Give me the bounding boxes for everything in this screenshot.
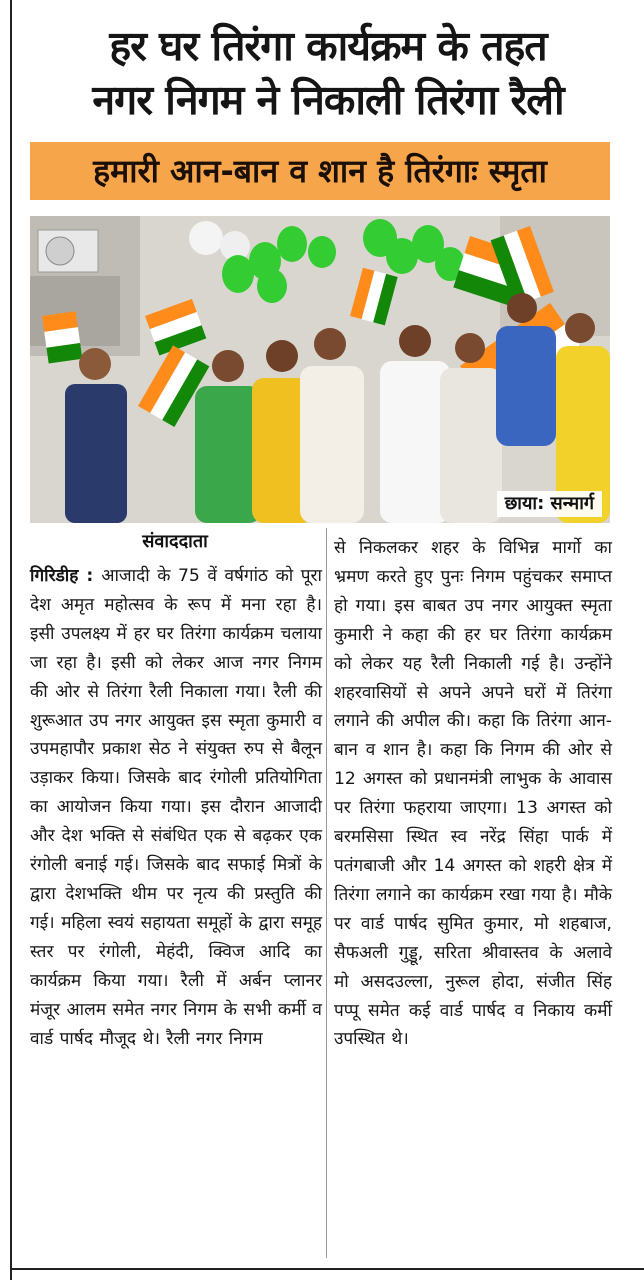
left-margin-rule xyxy=(10,0,12,1280)
article-column-right xyxy=(334,534,612,1054)
news-photo xyxy=(30,216,610,523)
article-column-left xyxy=(30,562,322,1053)
photo-credit: छाया: सन्मार्ग xyxy=(497,491,602,517)
headline-line-1: हर घर तिरंगा कार्यक्रम के तहत xyxy=(109,22,547,70)
subheadline: हमारी आन-बान व शान है तिरंगाः स्मृता xyxy=(93,152,547,190)
article-text-left: आजादी के 75 वें वर्षगांठ को पूरा देश अमृत महोत्सव के रूप में मना रहा है। इसी उपलक्ष्य में हर घर तिरंगा कार्यक्रम चलाया जा रहा है। इसी को लेकर आज नगर निगम की ओर से तिरंगा रैली निकाला गया। रैली की शुरूआत उप नगर आयुक्त इस स्मृता कुमारी व उपमहापौर प्रकाश सेठ ने संयुक्त रुप से बैलून उड़ाकर किया। जिसके बाद रंगोली प्रतियोगिता का आयोजन किया गया। इस दौरान आजादी और देश भक्ति से संबंधित एक से बढ़कर एक रंगोली बनाई गई। जिसके बाद सफाई मित्रों के द्वारा देशभक्ति थीम पर नृत्य की प्रस्तुति की गई। महिला स्वयं सहायता समूहों के द्वारा समूह स्तर पर रंगोली, मेहंदी, क्विज आदि का कार्यक्रम किया गया। रैली में अर्बन प्लानर मंजूर आलम समेत नगर निगम के सभी कर्मी व वार्ड पार्षद मौजूद थे। रैली नगर निगम xyxy=(30,566,322,1049)
column-divider xyxy=(326,528,327,1258)
byline: संवाददाता xyxy=(142,531,208,552)
article-text-right: से निकलकर शहर के विभिन्न मार्गो का भ्रमण करते हुए पुनः निगम पहुंचकर समाप्त हो गया। इस बाबत उप नगर आयुक्त स्मृता कुमारी ने कहा की हर घर तिरंगा कार्यक्रम को लेकर यह रैली निकाली गई है। उन्होंने शहरवासियों से अपने अपने घरों में तिरंगा लगाने की अपील की। कहा कि तिरंगा आन-बान व शान है। कहा कि निगम की ओर से 12 अगस्त को प्रधानमंत्री लाभुक के आवास पर तिरंगा फहराया जाएगा। 13 अगस्त को बरमसिसा स्थित स्व नरेंद्र सिंहा पार्क में पतंगबाजी और 14 अगस्त को शहरी क्षेत्र में तिरंगा लगाने का कार्यक्रम रखा गया है। मौके पर वार्ड पार्षद सुमित कुमार, मो शहबाज, सैफअली गुड्डू, सरिता श्रीवास्तव के अलावे मो असदउल्ला, नुरूल होदा, संजीत सिंह पप्पू समेत कई वार्ड पार्षद व निकाय कर्मी उपस्थित थे। xyxy=(334,538,612,1050)
bottom-margin-rule xyxy=(10,1268,644,1270)
rally-photo-illustration xyxy=(30,216,610,523)
headline-line-2: नगर निगम ने निकाली तिरंगा रैली xyxy=(92,76,564,124)
dateline: गिरिडीह : xyxy=(30,566,102,586)
subheadline-band xyxy=(30,142,610,200)
